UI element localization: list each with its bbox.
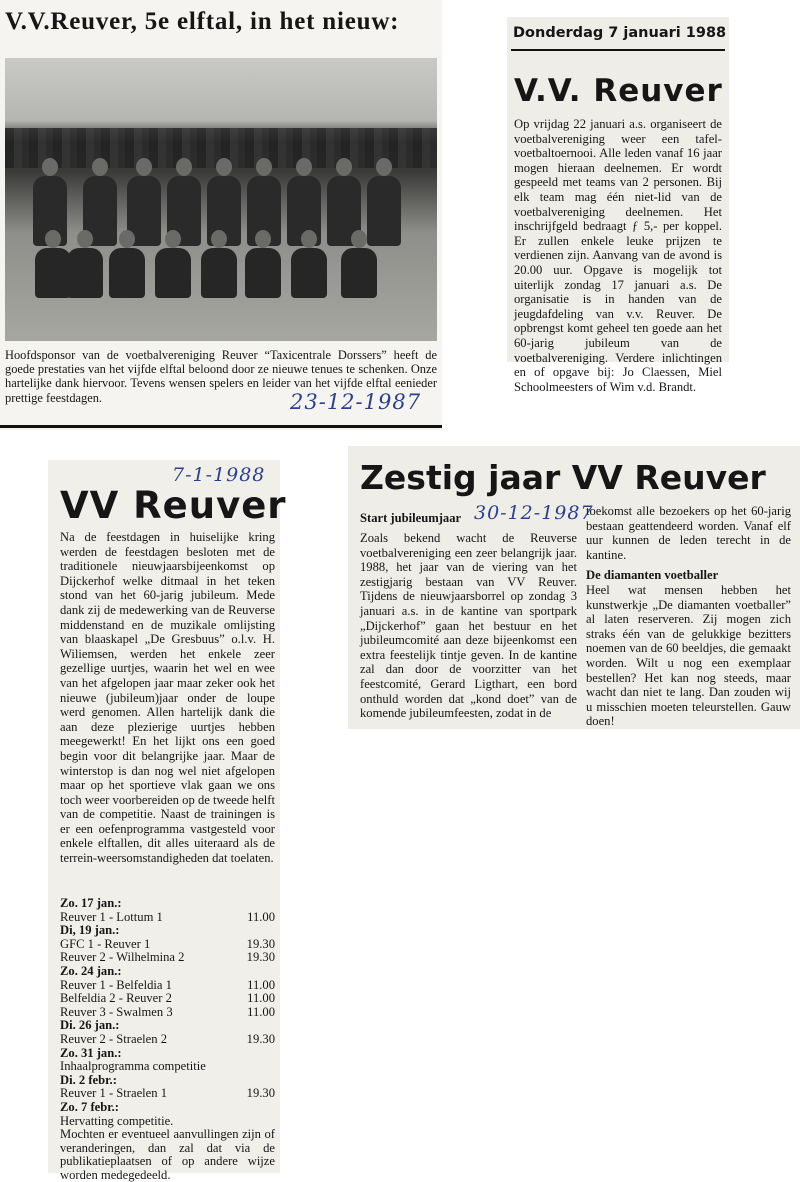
clipping-schedule xyxy=(48,460,287,1182)
schedule-day: Zo. 17 jan.: xyxy=(60,896,122,910)
match-label: Reuver 1 - Belfeldia 1 xyxy=(60,977,172,992)
schedule-row xyxy=(60,938,275,952)
column-right-body: Heel wat mensen hebben het kunstwerkje „De diamanten voetballer” al laten reserveren. Zij mogen zich straks één van de gelukkige bezitters noemen van de 60 beeldjes, die gemaakt worden. Wilt u nog een exemplaar bestellen? Het kan nog steeds, maar wacht dan niet te lang. Dan zouden wij u misschien moeten teleurstellen. Gauw doen! xyxy=(586,582,791,729)
match-schedule xyxy=(60,897,275,1182)
schedule-closing-text: Mochten er eventueel aanvullingen zijn of veranderingen, dan zal dat via de publikatieplaatsen of op andere wijze worden medegedeeld. xyxy=(60,1127,275,1182)
dateline: Donderdag 7 januari 1988 xyxy=(513,25,727,41)
match-time: 11.00 xyxy=(247,1004,275,1019)
clipping-title: Zestig jaar VV Reuver xyxy=(360,458,766,497)
match-label: GFC 1 - Reuver 1 xyxy=(60,936,151,951)
clipping-body: Op vrijdag 22 januari a.s. organiseert de voetbalvereniging weer een tafel-voetbaltoernooi. Alle leden vanaf 16 jaar mogen hieraan deelnemen. Er wordt gespeeld met teams van 2 personen. Bij elk team mag één niet-lid van de voetbalvereniging deelnemen. Het inschrijfgeld bedraagt ƒ 5,- per koppel. Er zullen enkele leuke prijzen te verdienen zijn. Aanvang van de avond is 20.00 uur. Opgave is mogelijk tot uiterlijk zondag 17 januari a.s. De organisatie is in handen van de jeugdafdeling van v.v. Reuver. De opbrengst komt geheel ten goede aan het 60-jarig jubileum van de voetbalvereniging. Verdere inlichtingen en of opgave bij: Jo Claessen, Miel Schoolmeesters of Wim v.d. Brandt. xyxy=(514,117,722,394)
divider xyxy=(0,425,442,428)
schedule-row xyxy=(60,979,275,993)
match-time: 19.30 xyxy=(246,1086,275,1101)
clipping-title: VV Reuver xyxy=(60,484,287,527)
column-left: Zoals bekend wacht de Reuverse voetbalvereniging een zeer belangrijk jaar. 1988, het jaar van de viering van het zestigjarig bestaan van VV Reuver. Tijdens de nieuwjaarsborrel op zondag 3 januari a.s. in de kantine van sportpark „Dijckerhof” gaan het bestuur en het jubileumcomité aan deze bijeenkomst een extra feestelijk tintje geven. In de kantine zal dan door de voorzitter van het feestcomité, Gerard Ligthart, een bord onthuld worden dat „kond doet” van de komende jubileumfeesten, zodat in de xyxy=(360,531,577,721)
match-label: Reuver 3 - Swalmen 3 xyxy=(60,1004,173,1019)
divider xyxy=(511,49,725,51)
schedule-row xyxy=(60,1006,275,1020)
match-time xyxy=(241,1115,275,1129)
schedule-row xyxy=(60,992,275,1006)
column-right-intro: toekomst alle bezoekers op het 60-jarig bestaan geattendeerd worden. Vanaf elf uur kunnen de leden terecht in de kantine. xyxy=(586,504,791,562)
match-label: Reuver 2 - Straelen 2 xyxy=(60,1031,168,1046)
schedule-row xyxy=(60,1060,275,1074)
match-label: Hervatting competitie. xyxy=(60,1113,174,1128)
match-label: Inhaalprogramma competitie xyxy=(60,1059,206,1074)
column-right xyxy=(586,504,791,729)
clipping-subhead: Start jubileumjaar xyxy=(360,511,462,525)
schedule-day: Zo. 7 febr.: xyxy=(60,1099,120,1114)
schedule-row xyxy=(60,911,275,925)
schedule-day: Di. 2 febr.: xyxy=(60,1072,117,1087)
match-time xyxy=(241,1060,275,1074)
team-photo xyxy=(5,58,437,341)
clipping-anniversary xyxy=(348,446,800,729)
match-time: 11.00 xyxy=(247,991,275,1006)
schedule-day: Di. 26 jan.: xyxy=(60,1018,120,1033)
match-time: 11.00 xyxy=(247,977,275,992)
clipping-headline: V.V.Reuver, 5e elftal, in het nieuw: xyxy=(5,8,400,35)
schedule-day: Zo. 31 jan.: xyxy=(60,1045,122,1060)
clipping-tournament xyxy=(507,17,729,394)
match-time: 19.30 xyxy=(246,936,275,951)
schedule-row xyxy=(60,951,275,965)
clipping-body: Na de feestdagen in huiselijke kring werden de feestdagen besloten met de traditionele nieuwjaarsbijeenkomst op Dijckerhof welke ditmaal in het teken stond van het 60-jarig jubileum. Mede dank zij de medewerking van de Reuverse middenstand en de muzikale omlijsting van blaaskapel „De Gresbuus” o.l.v. H. Wiliemsen, werden het enkele zeer gezellige uurtjes, waarin het wel en wee van het afgelopen jaar maar zeker ook het nieuwe (jubileum)jaar onder de loupe werd genomen. Allen hartelijk dank die aan deze plezierige uurtjes hebben meegewerkt! En het lijkt ons een goed begin voor dit belangrijke jaar. Maar de winterstop is dan nog wel niet afgelopen maar op het sportieve vlak gaan we ons toch weer voorbereiden op de tweede helft van de competitie. Naast de trainingen is er een oefenprogramma vastgesteld voor enkele elftallen, dit alles uiteraard als de terrein-weersomstandigheden dat toelaten. xyxy=(60,530,275,866)
photo-caption: Hoofdsponsor van de voetbalvereniging Reuver “Taxicentrale Dorssers” heeft de goede prestaties van het vijfde elftal beloond door ze nieuwe tenues te schenken. Onze hartelijke dank hiervoor. Tevens wensen spelers en leider van het vijfde elftal eenieder prettige feestdagen. xyxy=(5,348,437,405)
match-time: 19.30 xyxy=(246,1031,275,1046)
handwritten-date: 30-12-1987 xyxy=(474,502,594,524)
match-label: Belfeldia 2 - Reuver 2 xyxy=(60,991,172,1006)
column-right-subhead: De diamanten voetballer xyxy=(586,568,719,583)
schedule-day: Zo. 24 jan.: xyxy=(60,963,122,978)
match-label: Reuver 2 - Wilhelmina 2 xyxy=(60,950,185,965)
handwritten-date: 23-12-1987 xyxy=(290,390,422,414)
clipping-team-photo xyxy=(0,0,442,430)
match-label: Reuver 1 - Straelen 1 xyxy=(60,1086,168,1101)
schedule-row xyxy=(60,1115,275,1129)
clipping-title: V.V. Reuver xyxy=(514,73,723,109)
handwritten-date: 7-1-1988 xyxy=(172,464,266,486)
schedule-row xyxy=(60,1087,275,1101)
match-label: Reuver 1 - Lottum 1 xyxy=(60,909,163,924)
schedule-row xyxy=(60,1033,275,1047)
match-time: 19.30 xyxy=(246,950,275,965)
match-time: 11.00 xyxy=(247,909,275,924)
schedule-day: Di, 19 jan.: xyxy=(60,923,120,938)
